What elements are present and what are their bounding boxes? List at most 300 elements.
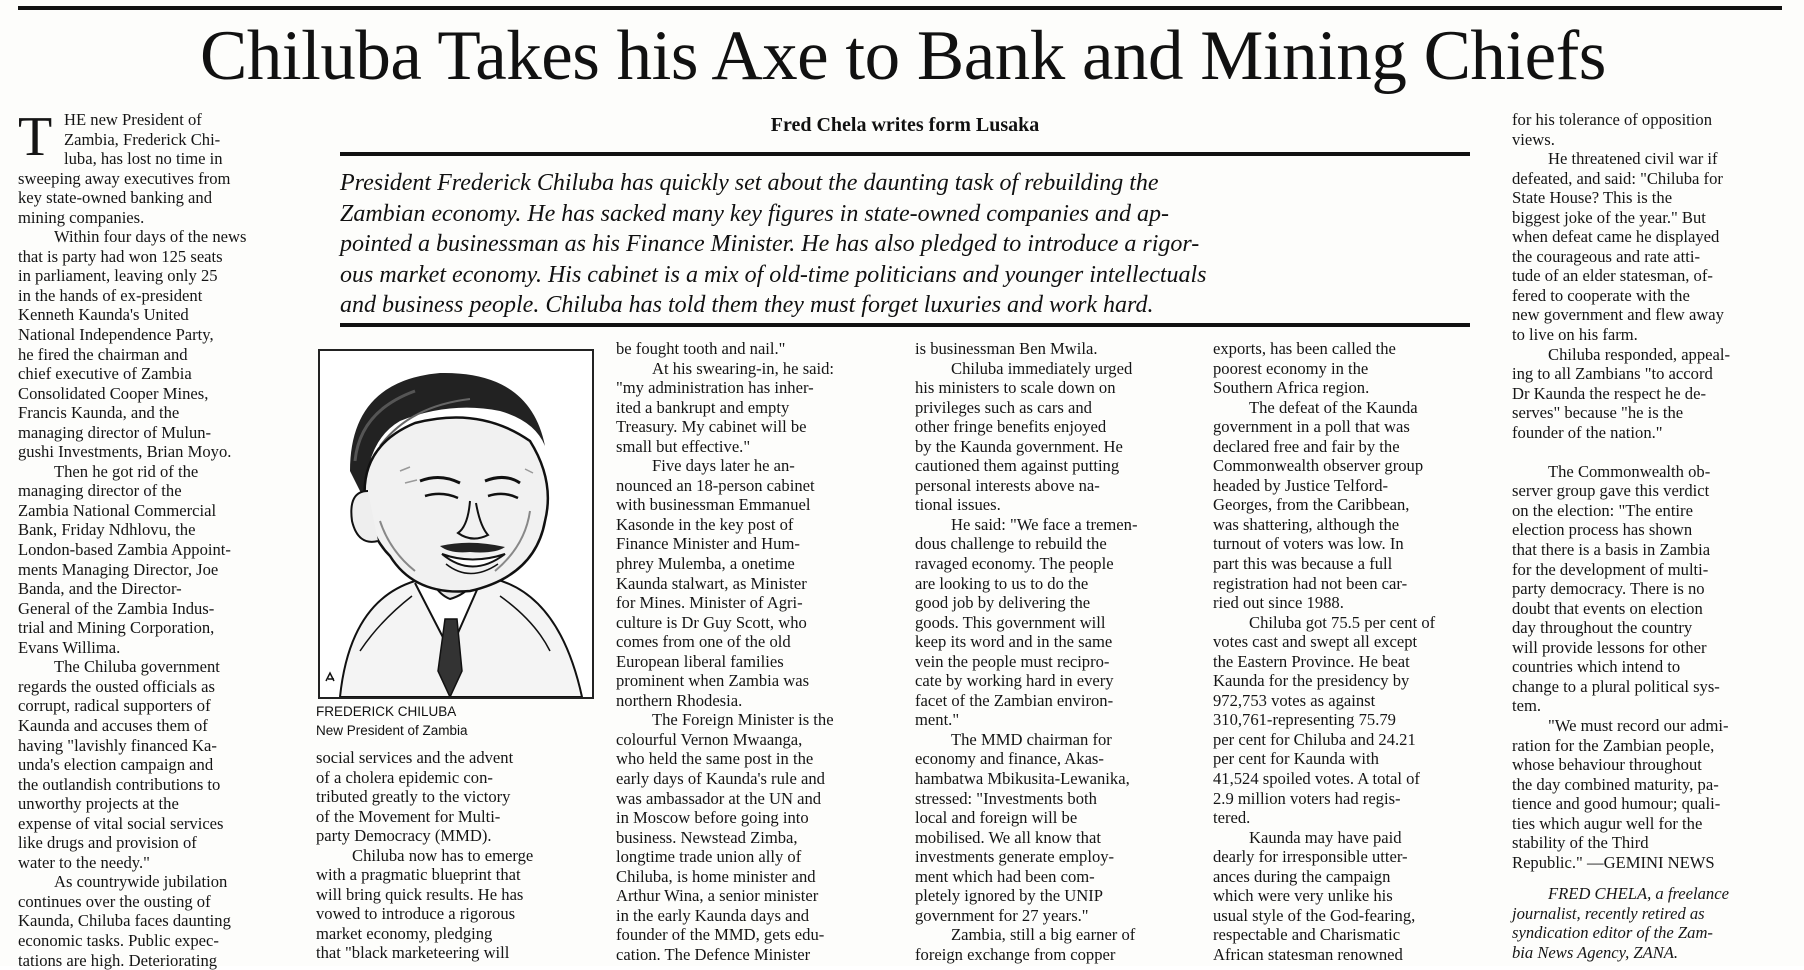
line-text: northern Rhodesia. bbox=[616, 690, 743, 710]
line-text: prominent when Zambia was bbox=[616, 671, 810, 691]
bio-line bbox=[1512, 943, 1784, 963]
text-line bbox=[915, 456, 1183, 476]
line-text: Kasonde in the key post of bbox=[616, 514, 794, 534]
text-line bbox=[915, 730, 1183, 750]
line-text: Chiluba got 75.5 per cent of bbox=[1249, 612, 1436, 632]
text-line bbox=[316, 924, 590, 944]
line-text: sweeping away executives from bbox=[18, 168, 231, 188]
line-text: He threatened civil war if bbox=[1548, 149, 1718, 169]
line-text: 41,524 spoiled votes. A total of bbox=[1213, 769, 1420, 789]
line-text: market economy, pledging bbox=[316, 923, 493, 943]
text-line bbox=[1512, 560, 1784, 580]
text-line bbox=[1213, 398, 1481, 418]
line-text: party Democracy (MMD). bbox=[316, 826, 492, 846]
line-text: tributed greatly to the victory bbox=[316, 787, 511, 807]
line-text: exports, has been called the bbox=[1213, 339, 1396, 358]
text-line bbox=[616, 534, 886, 554]
text-line bbox=[18, 657, 288, 677]
line-text: new government and flew away bbox=[1512, 305, 1724, 325]
line-text: by the Kaunda government. He bbox=[915, 436, 1123, 456]
line-text: mobilised. We all know that bbox=[915, 827, 1101, 847]
text-line bbox=[1512, 462, 1784, 482]
text-line bbox=[18, 345, 288, 365]
text-line bbox=[1213, 945, 1481, 965]
line-text: ment." bbox=[915, 710, 960, 730]
line-text: syndication editor of the Zam- bbox=[1512, 923, 1713, 943]
text-line bbox=[915, 495, 1183, 515]
line-text: early days of Kaunda's rule and bbox=[616, 769, 825, 789]
line-text: government for 27 years." bbox=[915, 905, 1089, 925]
text-line bbox=[915, 710, 1183, 730]
line-text: mining companies. bbox=[18, 207, 145, 227]
line-text: The Foreign Minister is the bbox=[652, 710, 834, 730]
text-line bbox=[616, 417, 886, 437]
text-line bbox=[18, 951, 288, 970]
text-line bbox=[915, 632, 1183, 652]
line-text: Chiluba immediately urged bbox=[951, 358, 1133, 378]
column-1 bbox=[18, 106, 288, 970]
standfirst-line: ous market economy. His cabinet is a mix of old-time politicians and younger intellectuals bbox=[340, 261, 1207, 288]
line-text: local and foreign will be bbox=[915, 808, 1078, 828]
text-line bbox=[1512, 149, 1784, 169]
line-text: is businessman Ben Mwila. bbox=[915, 339, 1098, 358]
line-text: Finance Minister and Hum- bbox=[616, 534, 800, 554]
text-line bbox=[1213, 730, 1481, 750]
line-text: day throughout the country bbox=[1512, 618, 1693, 638]
standfirst-line: pointed a businessman as his Finance Minister. He has also pledged to introduce a rigor- bbox=[340, 231, 1200, 257]
line-text: unda's election campaign and bbox=[18, 755, 214, 775]
text-line bbox=[1512, 227, 1784, 247]
line-text: longtime trade union ally of bbox=[616, 847, 802, 867]
line-text: ravaged economy. The people bbox=[915, 554, 1114, 574]
standfirst bbox=[340, 168, 1470, 321]
line-text: will bring quick results. He has bbox=[316, 884, 524, 904]
text-line bbox=[915, 828, 1183, 848]
column-4 bbox=[915, 339, 1183, 965]
line-text: FRED CHELA, a freelance bbox=[1548, 884, 1729, 903]
text-line bbox=[616, 456, 886, 476]
line-text: tience and good humour; quali- bbox=[1512, 794, 1721, 814]
line-text: As countrywide jubilation bbox=[54, 872, 228, 892]
line-text: Kaunda stalwart, as Minister bbox=[616, 573, 807, 593]
text-line bbox=[616, 808, 886, 828]
line-text: He said: "We face a tremen- bbox=[951, 514, 1138, 534]
text-line bbox=[316, 904, 590, 924]
line-text: ing to all Zambians "to accord bbox=[1512, 364, 1713, 384]
text-line bbox=[1512, 188, 1784, 208]
line-text: server group gave this verdict bbox=[1512, 481, 1710, 501]
headline: Chiluba Takes his Axe to Bank and Mining Chiefs bbox=[200, 17, 1606, 95]
text-line bbox=[616, 652, 886, 672]
text-line bbox=[18, 501, 288, 521]
text-line bbox=[1512, 423, 1784, 443]
text-line bbox=[316, 826, 590, 846]
text-line bbox=[616, 378, 886, 398]
line-text: expense of vital social services bbox=[18, 813, 224, 833]
chiluba-portrait-drawing bbox=[320, 351, 592, 697]
text-line bbox=[1512, 794, 1784, 814]
text-line bbox=[1512, 481, 1784, 501]
text-line bbox=[1512, 833, 1784, 853]
text-line bbox=[18, 227, 288, 247]
text-line bbox=[1213, 769, 1481, 789]
column-3 bbox=[616, 339, 886, 965]
text-line bbox=[1213, 867, 1481, 887]
line-text: in Moscow before going into bbox=[616, 808, 809, 828]
text-line bbox=[316, 807, 590, 827]
text-line bbox=[1512, 247, 1784, 267]
line-text: ited a bankrupt and empty bbox=[616, 397, 790, 417]
line-text: with a pragmatic blueprint that bbox=[316, 865, 521, 885]
line-text: party democracy. There is no bbox=[1512, 579, 1705, 599]
text-line bbox=[915, 417, 1183, 437]
line-text: Zambia, Frederick Chi- bbox=[64, 129, 221, 149]
text-line bbox=[1213, 515, 1481, 535]
line-text: The MMD chairman for bbox=[951, 729, 1112, 749]
text-line bbox=[18, 814, 288, 834]
line-text: tional issues. bbox=[915, 495, 1001, 515]
text-line bbox=[915, 398, 1183, 418]
line-text: respectable and Charismatic bbox=[1213, 925, 1401, 945]
line-text: water to the needy." bbox=[18, 852, 150, 872]
text-line bbox=[915, 945, 1183, 965]
line-text: whose behaviour throughout bbox=[1512, 755, 1702, 775]
text-line bbox=[915, 534, 1183, 554]
text-line bbox=[18, 305, 288, 325]
line-text: ties which augur well for the bbox=[1512, 813, 1703, 833]
line-text: which were very unlike his bbox=[1213, 886, 1393, 906]
text-line bbox=[18, 775, 288, 795]
text-line bbox=[1512, 540, 1784, 560]
text-line bbox=[1512, 169, 1784, 189]
line-text: business. Newstead Zimba, bbox=[616, 827, 798, 847]
top-rule bbox=[18, 6, 1782, 10]
text-line bbox=[915, 867, 1183, 887]
text-line bbox=[18, 286, 288, 306]
line-text: Kaunda may have paid bbox=[1249, 827, 1402, 847]
line-text: for his tolerance of opposition bbox=[1512, 110, 1713, 129]
text-line bbox=[1213, 925, 1481, 945]
text-line bbox=[1213, 847, 1481, 867]
line-text: was ambassador at the UN and bbox=[616, 788, 822, 808]
text-line bbox=[616, 515, 886, 535]
text-line bbox=[1512, 208, 1784, 228]
line-text: Kenneth Kaunda's United bbox=[18, 305, 189, 325]
line-text: the day combined maturity, pa- bbox=[1512, 774, 1719, 794]
line-text: dous challenge to rebuild the bbox=[915, 534, 1107, 554]
line-text: that is party had won 125 seats bbox=[18, 246, 223, 266]
standfirst-line: Zambian economy. He has sacked many key figures in state-owned companies and ap- bbox=[340, 200, 1169, 227]
text-line bbox=[18, 853, 288, 873]
text-line bbox=[1213, 710, 1481, 730]
line-text: in parliament, leaving only 25 bbox=[18, 266, 218, 286]
line-text: cation. The Defence Minister bbox=[616, 944, 811, 964]
standfirst-rule-bottom bbox=[340, 323, 1470, 327]
line-text: Republic." —GEMINI NEWS bbox=[1512, 852, 1715, 872]
text-line bbox=[18, 169, 288, 189]
text-line bbox=[18, 462, 288, 482]
text-line bbox=[915, 789, 1183, 809]
line-text: vowed to introduce a rigorous bbox=[316, 904, 516, 924]
line-text: economic tasks. Public expec- bbox=[18, 930, 219, 950]
text-line bbox=[18, 755, 288, 775]
text-line bbox=[616, 886, 886, 906]
line-text: the outlandish contributions to bbox=[18, 774, 221, 794]
text-line bbox=[316, 748, 590, 768]
text-line bbox=[18, 481, 288, 501]
text-line bbox=[616, 671, 886, 691]
text-line bbox=[64, 110, 288, 130]
text-line bbox=[1512, 853, 1784, 873]
line-text: of a cholera epidemic con- bbox=[316, 767, 493, 787]
line-text: foreign exchange from copper bbox=[915, 944, 1116, 964]
text-line bbox=[915, 749, 1183, 769]
line-text: Chiluba, is home minister and bbox=[616, 866, 816, 886]
line-text: Zambia National Commercial bbox=[18, 500, 217, 520]
line-text: his ministers to scale down on bbox=[915, 378, 1116, 398]
text-line bbox=[915, 925, 1183, 945]
text-line bbox=[18, 560, 288, 580]
text-line bbox=[18, 599, 288, 619]
line-text: that there is a basis in Zambia bbox=[1512, 540, 1711, 560]
text-line bbox=[616, 945, 886, 965]
line-text: that "black marketeering will bbox=[316, 943, 510, 963]
text-line bbox=[915, 613, 1183, 633]
text-line bbox=[1213, 789, 1481, 809]
text-line bbox=[1512, 305, 1784, 325]
line-text: regards the ousted officials as bbox=[18, 676, 215, 696]
line-text: 972,753 votes as against bbox=[1213, 690, 1376, 710]
line-text: founder of the MMD, gets edu- bbox=[616, 925, 825, 945]
text-line bbox=[1512, 618, 1784, 638]
line-text: views. bbox=[1512, 129, 1555, 149]
text-line bbox=[18, 442, 288, 462]
line-text: privileges such as cars and bbox=[915, 397, 1092, 417]
text-line bbox=[915, 359, 1183, 379]
line-text: National Independence Party, bbox=[18, 325, 214, 345]
text-line bbox=[18, 833, 288, 853]
line-text: Kaunda for the presidency by bbox=[1213, 671, 1410, 691]
line-text: stability of the Third bbox=[1512, 833, 1649, 853]
text-line bbox=[1213, 417, 1481, 437]
text-line bbox=[1512, 716, 1784, 736]
text-line bbox=[18, 403, 288, 423]
line-text: usual style of the God-fearing, bbox=[1213, 905, 1416, 925]
text-line bbox=[18, 364, 288, 384]
text-line bbox=[316, 768, 590, 788]
text-line bbox=[616, 339, 886, 359]
line-text: for the development of multi- bbox=[1512, 559, 1709, 579]
text-line bbox=[1213, 495, 1481, 515]
text-line bbox=[1512, 696, 1784, 716]
text-line bbox=[1213, 906, 1481, 926]
text-line bbox=[915, 476, 1183, 496]
text-line bbox=[18, 423, 288, 443]
text-line bbox=[1213, 691, 1481, 711]
line-text: biggest joke of the year." But bbox=[1512, 207, 1706, 227]
line-text: per cent for Kaunda with bbox=[1213, 749, 1379, 769]
text-line bbox=[616, 632, 886, 652]
text-line bbox=[915, 671, 1183, 691]
line-text: Evans Willima. bbox=[18, 637, 121, 657]
text-line bbox=[1512, 755, 1784, 775]
line-text: vein the people must recipro- bbox=[915, 651, 1110, 671]
text-line bbox=[18, 188, 288, 208]
line-text: Francis Kaunda, and the bbox=[18, 403, 180, 423]
text-line bbox=[18, 736, 288, 756]
line-text: poorest economy in the bbox=[1213, 358, 1369, 378]
line-text: Banda, and the Director- bbox=[18, 579, 182, 599]
text-line bbox=[1512, 775, 1784, 795]
line-text: serves" because "he is the bbox=[1512, 403, 1684, 423]
line-text: Arthur Wina, a senior minister bbox=[616, 886, 819, 906]
text-line bbox=[616, 613, 886, 633]
text-line bbox=[915, 886, 1183, 906]
text-line bbox=[18, 931, 288, 951]
photo-caption bbox=[316, 702, 468, 740]
line-text: Bank, Friday Ndhlovu, the bbox=[18, 520, 196, 540]
text-line bbox=[18, 247, 288, 267]
line-text: facet of the Zambian environ- bbox=[915, 690, 1114, 710]
text-line bbox=[1512, 364, 1784, 384]
text-line bbox=[1512, 325, 1784, 345]
line-text: Consolidated Cooper Mines, bbox=[18, 383, 209, 403]
line-text: Commonwealth observer group bbox=[1213, 456, 1424, 476]
line-text: HE new President of bbox=[64, 110, 202, 129]
text-line bbox=[915, 339, 1183, 359]
text-line bbox=[18, 911, 288, 931]
text-line bbox=[18, 540, 288, 560]
line-text: pletely ignored by the UNIP bbox=[915, 886, 1104, 906]
line-text: continues over the ousting of bbox=[18, 891, 211, 911]
line-text: having "lavishly financed Ka- bbox=[18, 735, 217, 755]
line-text: Kaunda, Chiluba faces daunting bbox=[18, 911, 231, 931]
text-line bbox=[616, 730, 886, 750]
text-line bbox=[18, 677, 288, 697]
text-line bbox=[18, 384, 288, 404]
text-line bbox=[1213, 613, 1481, 633]
text-line bbox=[18, 579, 288, 599]
text-line bbox=[1213, 593, 1481, 613]
text-line bbox=[915, 437, 1183, 457]
line-text: unworthy projects at the bbox=[18, 794, 179, 814]
line-text: personal interests above na- bbox=[915, 475, 1100, 495]
line-text: The defeat of the Kaunda bbox=[1249, 397, 1418, 417]
line-text: on the election: "The entire bbox=[1512, 500, 1693, 520]
text-line bbox=[1512, 442, 1784, 462]
text-line bbox=[1213, 456, 1481, 476]
text-line bbox=[616, 495, 886, 515]
line-text: journalist, recently retired as bbox=[1512, 903, 1705, 923]
text-line bbox=[18, 208, 288, 228]
caption-name: FREDERICK CHILUBA bbox=[316, 704, 457, 719]
line-text: General of the Zambia Indus- bbox=[18, 598, 215, 618]
line-text: chief executive of Zambia bbox=[18, 364, 192, 384]
line-text: Kaunda and accuses them of bbox=[18, 715, 208, 735]
line-text: Southern Africa region. bbox=[1213, 378, 1370, 398]
text-line bbox=[616, 906, 886, 926]
standfirst-rule-top bbox=[340, 152, 1470, 156]
line-text: other fringe benefits enjoyed bbox=[915, 417, 1107, 437]
text-line bbox=[18, 638, 288, 658]
line-text: who held the same post in the bbox=[616, 749, 814, 769]
text-line bbox=[18, 520, 288, 540]
line-text: phrey Mulemba, a onetime bbox=[616, 554, 795, 574]
text-line bbox=[1512, 266, 1784, 286]
line-text: in the hands of ex-president bbox=[18, 285, 203, 305]
text-line bbox=[616, 554, 886, 574]
text-line bbox=[616, 867, 886, 887]
line-text: countries which intend to bbox=[1512, 657, 1681, 677]
text-line bbox=[316, 885, 590, 905]
line-text: he fired the chairman and bbox=[18, 344, 188, 364]
text-line bbox=[1512, 814, 1784, 834]
line-text: the courageous and rate atti- bbox=[1512, 246, 1700, 266]
line-text: when defeat came he displayed bbox=[1512, 227, 1720, 247]
text-line bbox=[1512, 579, 1784, 599]
bio-line bbox=[1512, 884, 1784, 904]
line-text: economy and finance, Akas- bbox=[915, 749, 1104, 769]
line-text: dearly for irresponsible utter- bbox=[1213, 847, 1408, 867]
text-line bbox=[1213, 574, 1481, 594]
line-text: ances during the campaign bbox=[1213, 866, 1391, 886]
dropcap-paragraph bbox=[18, 106, 288, 169]
text-line bbox=[64, 149, 288, 169]
line-text: turnout of voters was low. In bbox=[1213, 534, 1404, 554]
line-text: in the early Kaunda days and bbox=[616, 905, 810, 925]
line-text: luba, has lost no time in bbox=[64, 149, 223, 169]
line-text: the Eastern Province. He beat bbox=[1213, 651, 1410, 671]
line-text: nounced an 18-person cabinet bbox=[616, 475, 815, 495]
text-line bbox=[915, 769, 1183, 789]
line-text: cautioned them against putting bbox=[915, 456, 1120, 476]
text-line bbox=[1512, 657, 1784, 677]
text-line bbox=[18, 892, 288, 912]
text-line bbox=[616, 691, 886, 711]
text-line bbox=[915, 515, 1183, 535]
bio-line bbox=[1512, 904, 1784, 924]
line-text: ried out since 1988. bbox=[1213, 593, 1344, 613]
line-text: The Commonwealth ob- bbox=[1548, 461, 1711, 481]
line-text: African statesman renowned bbox=[1213, 944, 1403, 964]
line-text: change to a plural political sys- bbox=[1512, 676, 1720, 696]
column-2 bbox=[316, 748, 590, 963]
line-text: corrupt, radical supporters of bbox=[18, 696, 211, 716]
text-line bbox=[1512, 345, 1784, 365]
text-line bbox=[616, 398, 886, 418]
line-text: good job by delivering the bbox=[915, 593, 1091, 613]
bio-line bbox=[1512, 923, 1784, 943]
line-text: Zambia, still a big earner of bbox=[951, 925, 1136, 945]
line-text: "my administration has inher- bbox=[616, 378, 814, 398]
text-line bbox=[18, 266, 288, 286]
line-text: key state-owned banking and bbox=[18, 188, 212, 208]
line-text: bia News Agency, ZANA. bbox=[1512, 942, 1679, 962]
text-line bbox=[616, 710, 886, 730]
column-5 bbox=[1213, 339, 1481, 965]
line-text: are looking to us to do the bbox=[915, 573, 1089, 593]
author-bio bbox=[1512, 884, 1784, 962]
text-line bbox=[1512, 638, 1784, 658]
text-line bbox=[1213, 339, 1481, 359]
line-text: Within four days of the news bbox=[54, 227, 247, 247]
text-line bbox=[616, 749, 886, 769]
line-text: Georges, from the Caribbean, bbox=[1213, 495, 1410, 515]
line-text: culture is Dr Guy Scott, who bbox=[616, 612, 807, 632]
text-line bbox=[1213, 808, 1481, 828]
line-text: per cent for Chiluba and 24.21 bbox=[1213, 729, 1416, 749]
line-text: declared free and fair by the bbox=[1213, 436, 1400, 456]
